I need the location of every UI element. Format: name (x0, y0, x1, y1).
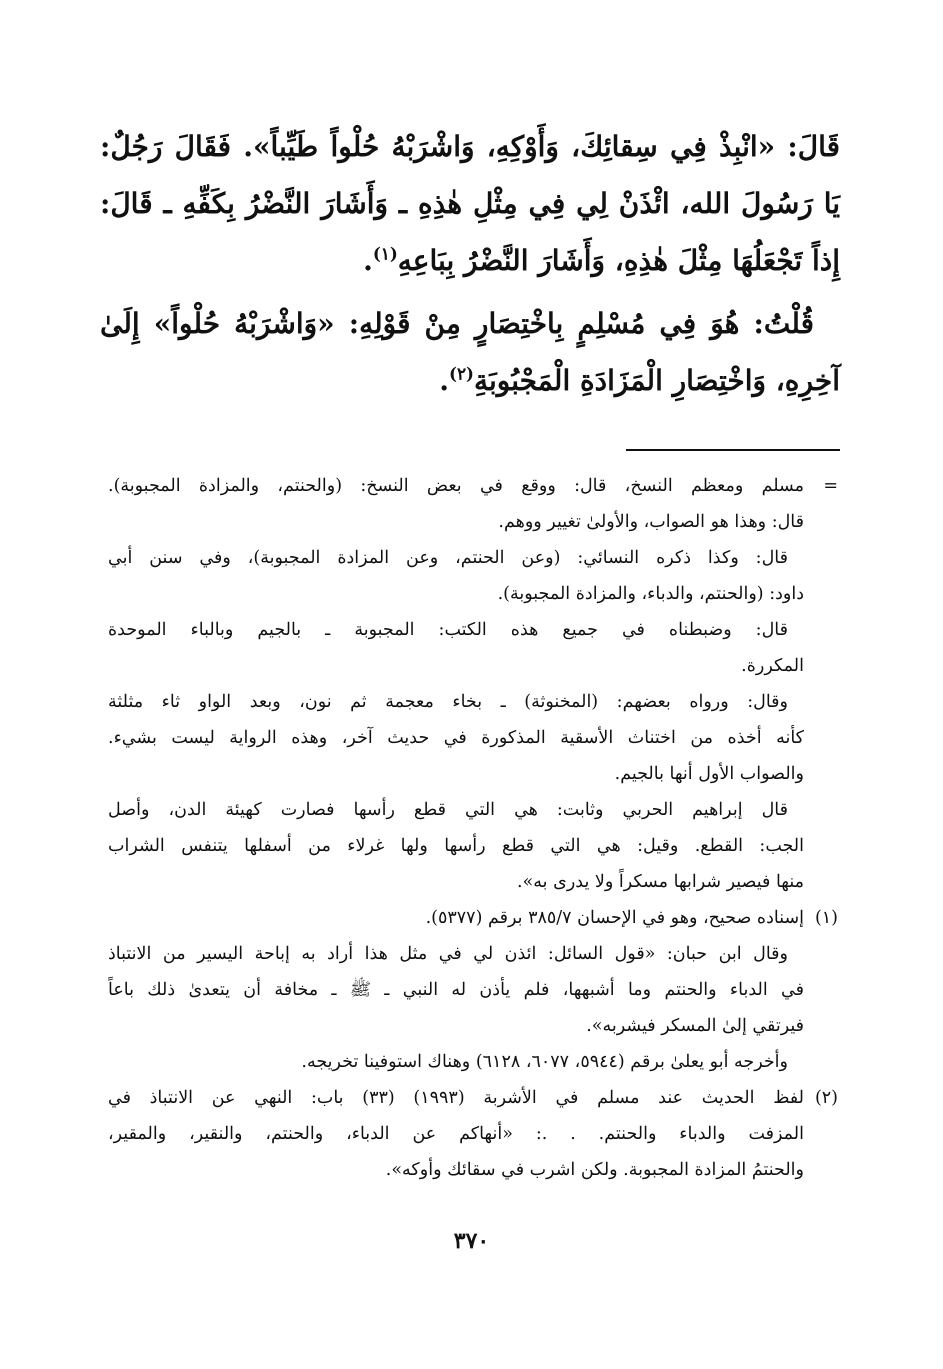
punctuation: . (363, 244, 373, 277)
paragraph-2 (100, 295, 840, 409)
note-line: المكررة. (741, 656, 804, 676)
footnotes (108, 468, 838, 1188)
note-line: قال إبراهيم الحربي وثابت: هي التي قطع رأسها فصارت كهيئة الدن، وأصل (108, 800, 788, 820)
note-line: فيرتقي إلىٰ المسكر فيشربه». (586, 1016, 804, 1036)
footnote-1 (108, 900, 838, 1080)
note-line: والحنتمُ المزادة المجبوبة. ولكن اشرب في سقائك وأوكه». (385, 1160, 804, 1180)
note-line: والصواب الأول أنها بالجيم. (614, 764, 804, 784)
main-line: مِثْلَ هٰذِهِ، وَأَشَارَ النَّضْرُ بِبَاعِهِ (397, 244, 723, 277)
footnote-2-marker: (٢) (814, 1088, 838, 1108)
note-line: كأنه أخذه من اختناث الأسقية المذكورة في حديث آخر، وهذه الرواية ليست بشيء. (108, 728, 804, 748)
note-line: وقال: ورواه بعضهم: (المخنوثة) ـ بخاء معجمة ثم نون، وبعد الواو ثاء مثلثة (108, 692, 788, 712)
main-text (100, 118, 840, 409)
note-line: وأخرجه أبو يعلىٰ برقم (٥٩٤٤، ٦٠٧٧، ٦١٢٨) وهناك استوفينا تخريجه. (301, 1052, 788, 1072)
note-line: مسلم ومعظم النسخ، قال: ووقع في بعض النسخ: (والحنتم، والمزادة المجبوبة). (108, 476, 804, 496)
note-line: الجب: القطع. وقيل: هي التي قطع رأسها ولها غرلاء من أسفلها يتنفس الشراب (108, 836, 804, 856)
note-line: منها فيصير شرابها مسكراً ولا يدرى به». (517, 872, 804, 892)
note-line: داود: (والحنتم، والدباء، والمزادة المجبوبة). (497, 584, 804, 604)
continuation-mark: = (823, 476, 838, 496)
footnote-2 (108, 1080, 838, 1188)
footnote-1-marker: (١) (814, 908, 838, 928)
note-line: قال: وهذا هو الصواب، والأولىٰ تغيير ووهم. (498, 512, 804, 532)
main-line: آخِرِهِ، وَاخْتِصَارِ الْمَزَادَةِ الْمَجْبُوبَةِ (473, 364, 840, 397)
footnote-continuation (108, 468, 838, 900)
footnote-ref-2[interactable]: (٢) (449, 363, 474, 384)
note-line: في الدباء والحنتم وما أشبهها، فلم يأذن له النبي ـ ﷺ ـ مخافة أن يتعدىٰ ذلك باعاً (108, 980, 804, 1000)
note-line: قال: وكذا ذكره النسائي: (وعن الحنتم، وعن المزادة المجبوبة)، وفي سنن أبي (108, 548, 788, 568)
note-line: المزفت والدباء والحنتم. . .: «أنهاكم عن الدباء، والحنتم، والنقير، والمقير، (108, 1124, 804, 1144)
main-line: قُلْتُ: هُوَ فِي مُسْلِمٍ بِاخْتِصَارٍ مِنْ قَوْلِهِ: «وَاشْرَبْهُ حُلْواً» إِلَىٰ (100, 307, 814, 340)
footnote-ref-1[interactable]: (١) (372, 243, 398, 264)
footnote-divider (626, 449, 840, 451)
note-line: إسناده صحيح، وهو في الإحسان ٣٨٥/٧ برقم (٥٣٧٧). (425, 908, 804, 928)
note-line: قال: وضبطناه في جميع هذه الكتب: المجبوبة ـ بالجيم وبالباء الموحدة (108, 620, 788, 640)
paragraph-1 (100, 118, 840, 289)
note-line: لفظ الحديث عند مسلم في الأشربة (١٩٩٣) (٣٣) باب: النهي عن الانتباذ في (108, 1088, 804, 1108)
page-number: ٣٧٠ (453, 1228, 490, 1254)
note-line: وقال ابن حبان: «قول السائل: ائذن لي في مثل هذا أراد به إباحة اليسير من الانتباذ (108, 944, 788, 964)
punctuation: . (439, 364, 450, 397)
main-line: رَسُولَ الله، ائْذَنْ لِي فِي مِثْلِ هٰذِهِ ـ وَأَشَارَ النَّضْرُ بِكَفِّهِ ـ قَالَ: إِذاً تَجْعَلُهَا (100, 187, 840, 277)
main-line: قَالَ: «انْبِذْ فِي سِقائِكَ، وَأَوْكِهِ، وَاشْرَبْهُ حُلْواً طَيِّباً». فَقَالَ رَجُلٌ: يَا (100, 130, 841, 220)
